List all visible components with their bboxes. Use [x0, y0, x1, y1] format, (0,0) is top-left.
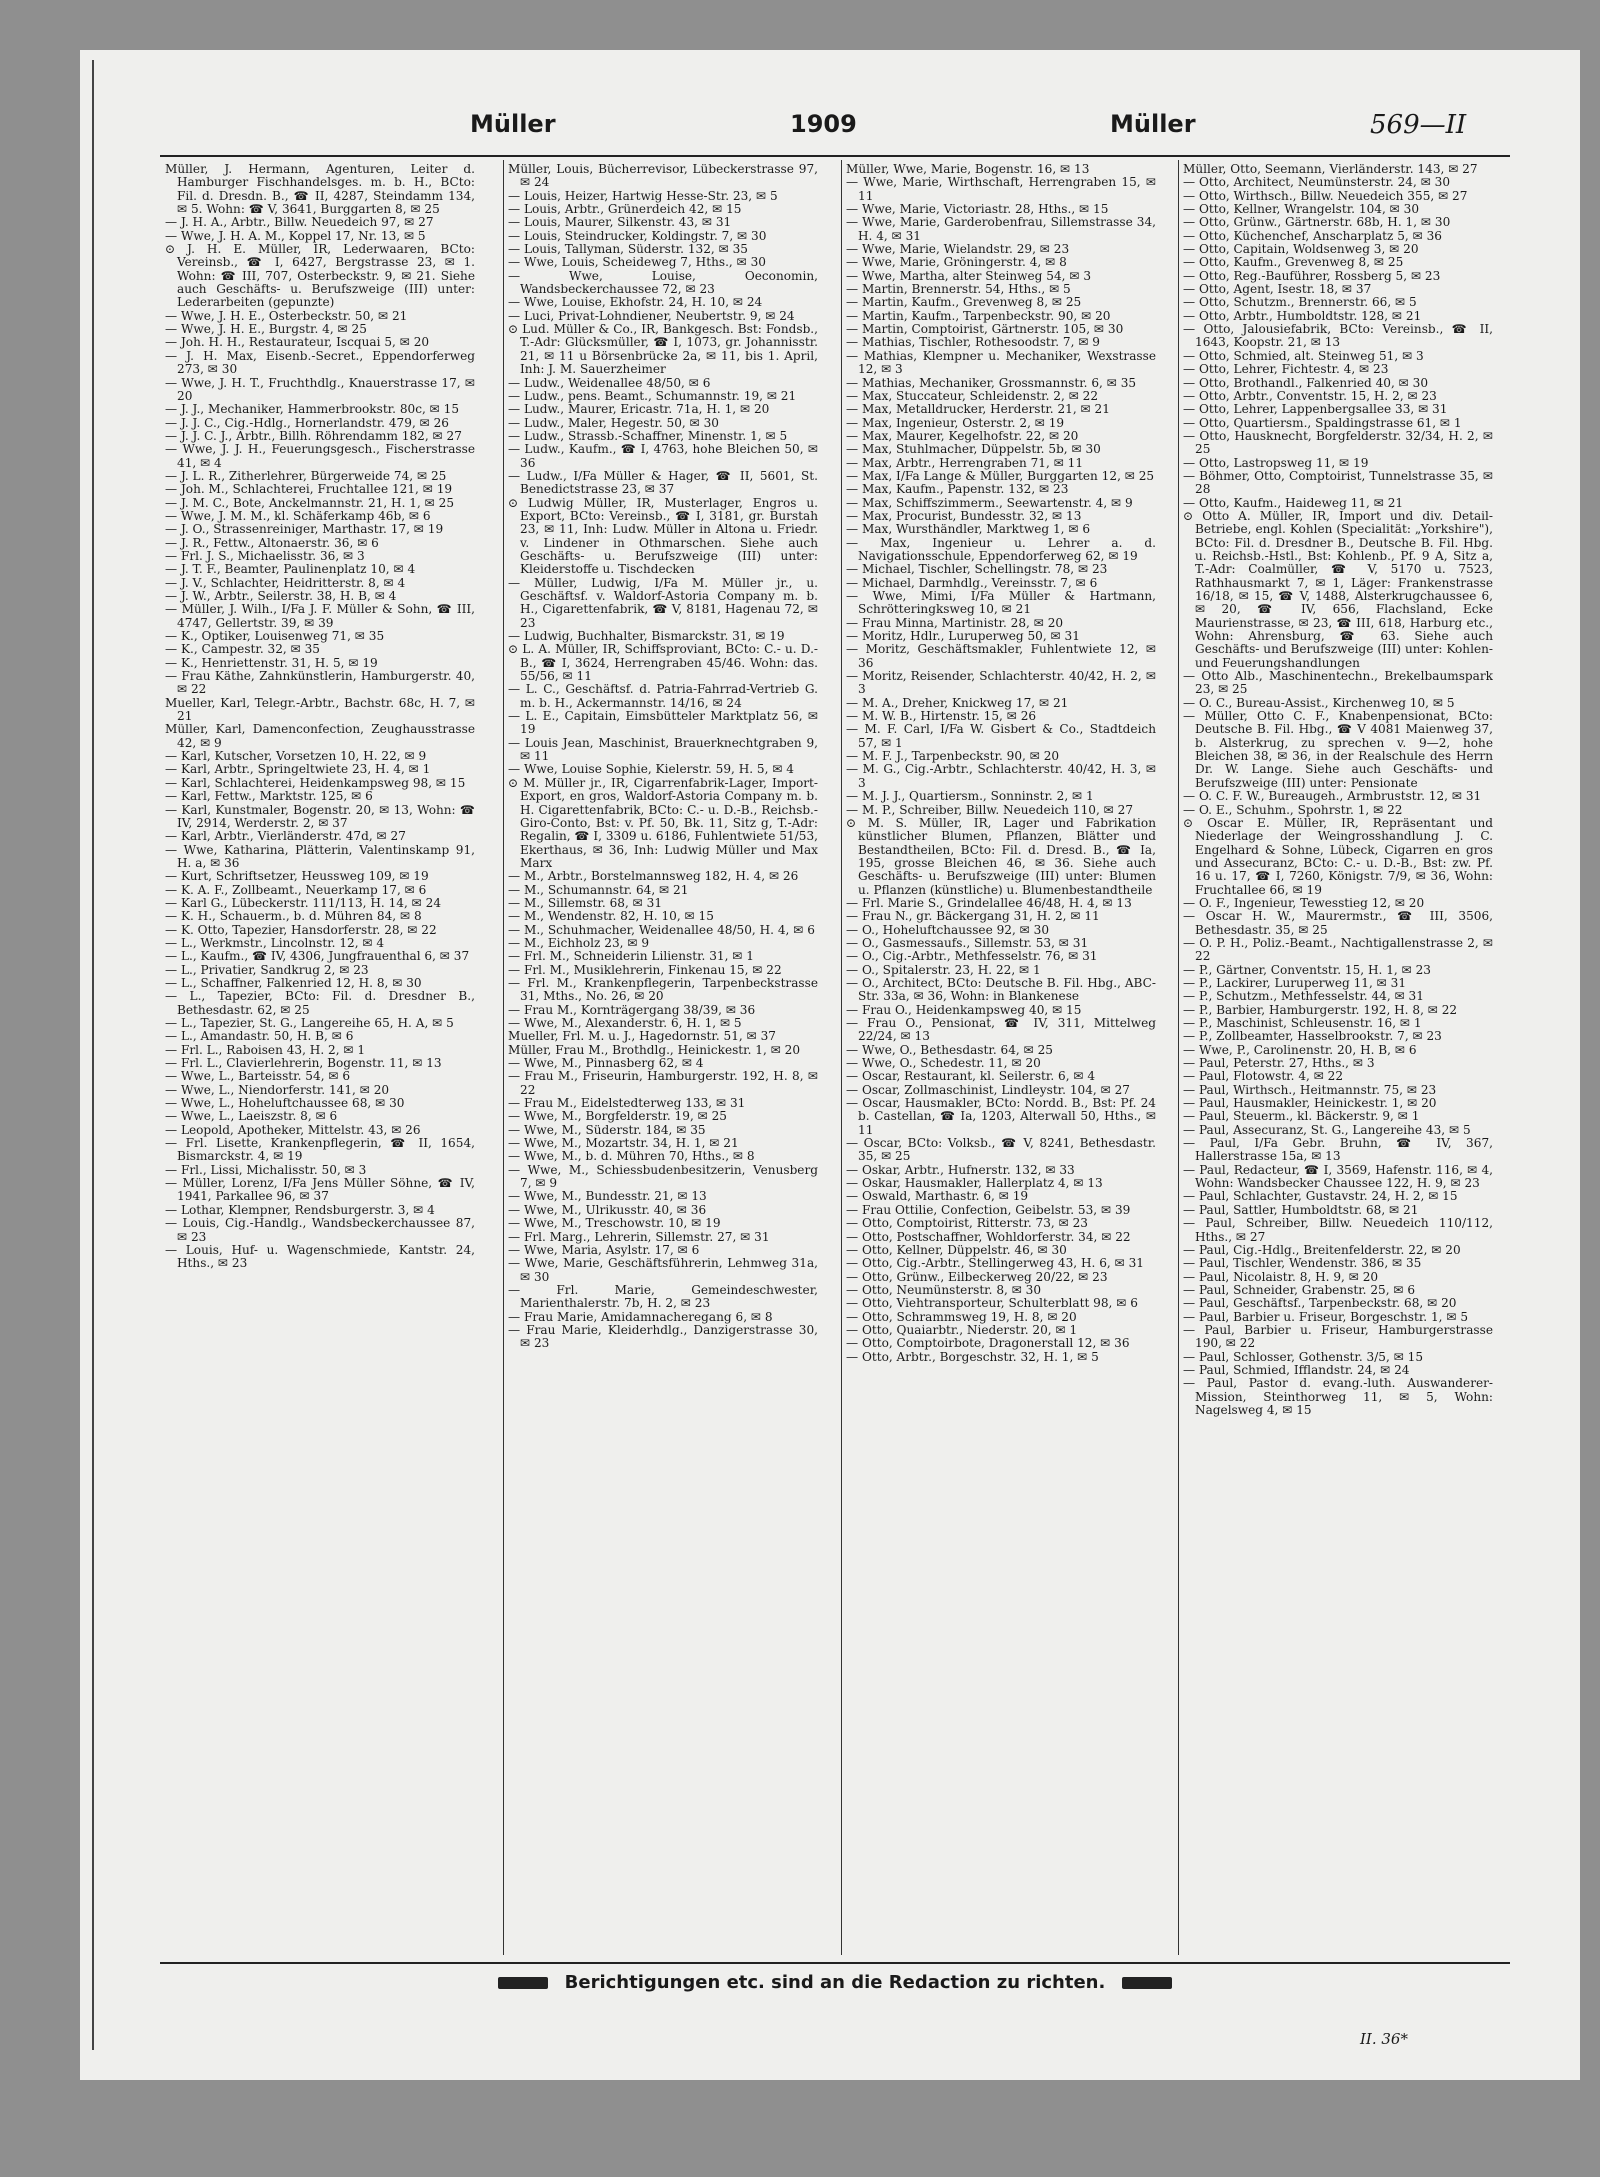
directory-entry: — Otto, Kellner, Wrangelstr. 104, ✉ 30	[1183, 202, 1420, 217]
directory-entry: — Louis, Huf- u. Wagenschmiede, Kantstr. 24, Hths., ✉ 23	[165, 1242, 475, 1271]
directory-entry: — Wwe, J. H. A. M., Koppel 17, Nr. 13, ✉ 5	[165, 228, 426, 243]
directory-entry: — Karl, Kutscher, Vorsetzen 10, H. 22, ✉ 9	[165, 749, 427, 764]
directory-entry: — Otto, Brothandl., Falkenried 40, ✉ 30	[1183, 375, 1429, 390]
directory-entry: — Ludw., Maurer, Ericastr. 71a, H. 1, ✉ 20	[508, 402, 770, 417]
directory-entry: — Wwe, M., Ulrikusstr. 40, ✉ 36	[508, 1202, 707, 1217]
directory-entry: — Wwe, M., Süderstr. 184, ✉ 35	[508, 1122, 706, 1137]
directory-entry: — Max, Ingenieur, Osterstr. 2, ✉ 19	[846, 415, 1065, 430]
directory-entry: — L., Werkmstr., Lincolnstr. 12, ✉ 4	[165, 935, 385, 950]
directory-entry: — Otto, Kaufm., Haideweg 11, ✉ 21	[1183, 495, 1404, 510]
directory-entry: — Wwe, M., Schiessbudenbesitzerin, Venusberg 7, ✉ 9	[508, 1162, 818, 1191]
directory-entry: Müller, Wwe, Marie, Bogenstr. 16, ✉ 13	[846, 163, 1090, 176]
directory-entry: — Louis, Heizer, Hartwig Hesse-Str. 23, ✉ 5	[508, 188, 778, 203]
directory-entry: — Otto, Lehrer, Lappenbergsallee 33, ✉ 31	[1183, 402, 1448, 417]
directory-entry: — Wwe, Marie, Victoriastr. 28, Hths., ✉ 15	[846, 202, 1109, 217]
directory-entry: — J. W., Arbtr., Seilerstr. 38, H. B, ✉ 4	[165, 589, 397, 603]
directory-entry: — Oswald, Marthastr. 6, ✉ 19	[846, 1189, 1029, 1204]
directory-entry: — Müller, Lorenz, I/Fa Jens Müller Söhne, ☎ IV, 1941, Parkallee 96, ✉ 37	[165, 1176, 475, 1204]
directory-entry: — Müller, J. Wilh., I/Fa J. F. Müller & Sohn, ☎ III, 4747, Gellertstr. 39, ✉ 39	[165, 602, 475, 630]
directory-entry: — Böhmer, Otto, Comptoirist, Tunnelstrasse 35, ✉ 28	[1183, 468, 1493, 497]
directory-entry: — J. T. F., Beamter, Paulinenplatz 10, ✉ 4	[165, 562, 416, 577]
directory-entry: — Paul, Schlosser, Gothenstr. 3/5, ✉ 15	[1183, 1349, 1424, 1364]
directory-entry: — Ludw., Weidenallee 48/50, ✉ 6	[508, 375, 711, 390]
running-header	[160, 110, 1510, 150]
directory-entry: — O. C. F. W., Bureaugeh., Armbruststr. 12, ✉ 31	[1183, 789, 1482, 804]
directory-entry: — J. O., Strassenreiniger, Marthastr. 17, ✉ 19	[165, 522, 444, 537]
directory-entry: — Wwe, M., Alexanderstr. 6, H. 1, ✉ 5	[508, 1016, 742, 1030]
directory-entry: — Mathias, Tischler, Rothesoodstr. 7, ✉ 9	[846, 335, 1100, 350]
directory-entry: — Wwe, J. H. T., Fruchthdlg., Knauerstrasse 17, ✉ 20	[165, 375, 475, 403]
directory-entry: — Wwe, J. H. E., Burgstr. 4, ✉ 25	[165, 322, 367, 337]
directory-entry: — Luci, Privat-Lohndiener, Neubertstr. 9, ✉ 24	[508, 308, 795, 323]
directory-entry: — Lothar, Klempner, Rendsburgerstr. 3, ✉ 4	[165, 1202, 435, 1217]
directory-entry: — Wwe, Katharina, Plätterin, Valentinskamp 91, H. a, ✉ 36	[165, 842, 475, 870]
directory-entry: — O. C., Bureau-Assist., Kirchenweg 10, ✉ 5	[1183, 695, 1455, 710]
directory-entry: — Ludw., Maler, Hegestr. 50, ✉ 30	[508, 415, 719, 430]
directory-entry: — Wwe, L., Hoheluftchaussee 68, ✉ 30	[165, 1096, 405, 1111]
directory-entry: — Michael, Tischler, Schellingstr. 78, ✉ 23	[846, 562, 1108, 577]
directory-entry: — M., Eichholz 23, ✉ 9	[508, 935, 650, 950]
directory-entry: — Otto, Neumünsterstr. 8, ✉ 30	[846, 1282, 1042, 1297]
header-rule	[160, 155, 1510, 157]
directory-entry: — Paul, Wirthsch., Heitmannstr. 75, ✉ 23	[1183, 1082, 1437, 1097]
footer-notice-text: Berichtigungen etc. sind an die Redaction zu richten.	[564, 1972, 1106, 1993]
directory-entry: — Frl. Lisette, Krankenpflegerin, ☎ II, 1654, Bismarckstr. 4, ✉ 19	[165, 1136, 475, 1164]
directory-entry: — Karl, Kunstmaler, Bogenstr. 20, ✉ 13, Wohn: ☎ IV, 2914, Werderstr. 2, ✉ 37	[165, 802, 475, 830]
directory-entry: — Wwe, M., b. d. Mühren 70, Hths., ✉ 8	[508, 1149, 755, 1164]
directory-entry: — Paul, Peterstr. 27, Hths., ✉ 3	[1183, 1056, 1375, 1071]
directory-entry: — Otto, Jalousiefabrik, BCto: Vereinsb., ☎ II, 1643, Koopstr. 21, ✉ 13	[1183, 322, 1493, 350]
directory-entry: — Martin, Brennerstr. 54, Hths., ✉ 5	[846, 282, 1071, 297]
directory-entry: — J. L. R., Zitherlehrer, Bürgerweide 74, ✉ 25	[165, 468, 447, 483]
directory-entry: Müller, Louis, Bücherrevisor, Lübeckerstrasse 97, ✉ 24	[508, 163, 818, 190]
directory-entry: — Max, Kaufm., Papenstr. 132, ✉ 23	[846, 482, 1069, 497]
directory-entry: — Frl. J. S., Michaelisstr. 36, ✉ 3	[165, 548, 365, 563]
directory-entry: Mueller, Frl. M. u. J., Hagedornstr. 51, ✉ 37	[508, 1029, 776, 1044]
directory-entry: — K., Campestr. 32, ✉ 35	[165, 642, 320, 657]
directory-entry: — Frau O., Pensionat, ☎ IV, 311, Mittelweg 22/24, ✉ 13	[846, 1016, 1156, 1044]
directory-entry: — Louis Jean, Maschinist, Brauerknechtgraben 9, ✉ 11	[508, 735, 818, 764]
directory-entry: — L., Tapezier, St. G., Langereihe 65, H. A, ✉ 5	[165, 1016, 454, 1030]
directory-entry: — Otto, Arbtr., Borgeschstr. 32, H. 1, ✉ 5	[846, 1349, 1099, 1364]
directory-entry: — Müller, Ludwig, I/Fa M. Müller jr., u. Geschäftsf. v. Waldorf-Astoria Company m. b. H., Cigarettenfabrik, ☎ V, 8181, Hagenau 72, ✉ 23	[508, 575, 818, 630]
directory-entry: — Otto, Lastropsweg 11, ✉ 19	[1183, 455, 1369, 470]
pointing-hand-left-icon	[498, 1977, 548, 1989]
directory-entry: — Mathias, Mechaniker, Grossmannstr. 6, ✉ 35	[846, 375, 1137, 390]
directory-entry: — Otto, Wirthsch., Billw. Neuedeich 355, ✉ 27	[1183, 188, 1468, 203]
directory-entry: — Paul, Barbier u. Friseur, Borgeschstr. 1, ✉ 5	[1183, 1309, 1469, 1324]
directory-entry: — Otto, Architect, Neumünsterstr. 24, ✉ 30	[1183, 175, 1451, 190]
directory-entry: — M., Schuhmacher, Weidenallee 48/50, H. 4, ✉ 6	[508, 922, 815, 937]
directory-entry: — Otto Alb., Maschinentechn., Brekelbaumspark 23, ✉ 25	[1183, 669, 1493, 697]
directory-entry: — Otto, Postschaffner, Wohldorferstr. 34, ✉ 22	[846, 1229, 1131, 1244]
directory-entry: — Frl. M., Schneiderin Lilienstr. 31, ✉ 1	[508, 949, 754, 964]
directory-entry: — Max, Stuhlmacher, Düppelstr. 5b, ✉ 30	[846, 442, 1101, 457]
directory-entry: Müller, J. Hermann, Agenturen, Leiter d. Hamburger Fischhandelsges. m. b. H., BCto: Fil. d. Dresdn. B., ☎ II, 4287, Steindamm 134, ✉ 5. Wohn: ☎ V, 3641, Burggarten 8, ✉ 25	[165, 163, 475, 217]
header-surname-left: Müller	[470, 110, 556, 138]
directory-entry: — Paul, Geschäftsf., Tarpenbeckstr. 68, ✉ 20	[1183, 1296, 1457, 1311]
directory-entry: — Ludwig, Buchhalter, Bismarckstr. 31, ✉ 19	[508, 629, 785, 644]
directory-entry: — M. J. J., Quartiersm., Sonninstr. 2, ✉ 1	[846, 789, 1094, 804]
directory-entry: — Frau O., Heidenkampsweg 40, ✉ 15	[846, 1002, 1082, 1017]
directory-entry: — Wwe, Mimi, I/Fa Müller & Hartmann, Schrötteringksweg 10, ✉ 21	[846, 589, 1156, 617]
directory-entry: — Max, Metalldrucker, Herderstr. 21, ✉ 21	[846, 402, 1110, 417]
footer-rule	[160, 1962, 1510, 1964]
header-surname-right: Müller	[1110, 110, 1196, 138]
directory-entry: — Frl. M., Krankenpflegerin, Tarpenbeckstrasse 31, Mths., No. 26, ✉ 20	[508, 975, 818, 1004]
directory-entry: — Oscar, Zollmaschinist, Lindleystr. 104, ✉ 27	[846, 1082, 1130, 1097]
directory-entry: — O., Cig.-Arbtr., Methfesselstr. 76, ✉ 31	[846, 949, 1098, 964]
directory-entry: — Moritz, Geschäftsmakler, Fuhlentwiete 12, ✉ 36	[846, 642, 1156, 670]
directory-entry: — Frau Ottilie, Confection, Geibelstr. 53, ✉ 39	[846, 1202, 1131, 1217]
signature-mark: II. 36*	[1360, 2030, 1408, 2048]
directory-entry: — O., Hoheluftchaussee 92, ✉ 30	[846, 922, 1050, 937]
directory-entry: — Wwe, O., Schedestr. 11, ✉ 20	[846, 1056, 1041, 1071]
directory-entry: — Frau M., Friseurin, Hamburgerstr. 192, H. 8, ✉ 22	[508, 1069, 818, 1097]
directory-entry: — Martin, Kaufm., Grevenweg 8, ✉ 25	[846, 295, 1082, 310]
directory-entry: — Wwe, M., Treschowstr. 10, ✉ 19	[508, 1216, 721, 1231]
directory-entry: — P., Schutzm., Methfesselstr. 44, ✉ 31	[1183, 989, 1424, 1004]
directory-entry: — Wwe, P., Carolinenstr. 20, H. B, ✉ 6	[1183, 1042, 1417, 1057]
directory-entry: — Paul, Schmied, Ifflandstr. 24, ✉ 24	[1183, 1362, 1410, 1377]
directory-column-3	[846, 163, 1156, 1953]
directory-entry: — J. H. A., Arbtr., Billw. Neuedeich 97, ✉ 27	[165, 215, 434, 230]
column-divider	[503, 160, 504, 1955]
directory-entry: — L., Schaffner, Falkenried 12, H. 8, ✉ 30	[165, 975, 422, 990]
directory-entry: — Otto, Grünw., Eilbeckerweg 20/22, ✉ 23	[846, 1269, 1108, 1284]
directory-entry: — Paul, Tischler, Wendenstr. 386, ✉ 35	[1183, 1256, 1422, 1271]
directory-entry: — K. H., Schauerm., b. d. Mühren 84, ✉ 8	[165, 909, 422, 924]
directory-entry: ⊙ M. Müller jr., IR, Cigarrenfabrik-Lager, Import-Export, en gros, Waldorf-Astoria Company m. b. H. Cigarettenfabrik, BCto: C.- u. D.-B., Reichsb.-Giro-Conto, Bst: v. Pf. 50, Bk. 11, Sitz g, T.-Adr: Regalin, ☎ I, 3309 u. 6186, Fuhlentwiete 51/53, Ekerthaus, ✉ 36, Inh: Ludwig Müller und Max Marx	[508, 775, 818, 870]
directory-entry: — L., Kaufm., ☎ IV, 4306, Jungfrauenthal 6, ✉ 37	[165, 949, 470, 964]
directory-entry: — J. J. C., Cig.-Hdlg., Hornerlandstr. 479, ✉ 26	[165, 415, 450, 430]
directory-entry: ⊙ Ludwig Müller, IR, Musterlager, Engros u. Export, BCto: Vereinsb., ☎ I, 3181, gr. Burstah 23, ✉ 11, Inh: Ludw. Müller in Altona u. Friedr. v. Lindener in Othmarschen. Siehe auch Geschäfts- u. Berufszweige (III) unter: Kleiderstoffe u. Tischdecken	[508, 495, 818, 577]
directory-entry: — Paul, Redacteur, ☎ I, 3569, Hafenstr. 116, ✉ 4, Wohn: Wandsbecker Chaussee 122, H. 9, ✉ 23	[1183, 1162, 1493, 1191]
directory-entry: — O. E., Schuhm., Spohrstr. 1, ✉ 22	[1183, 802, 1403, 817]
directory-entry: — Wwe, Louis, Scheideweg 7, Hths., ✉ 30	[508, 255, 766, 270]
directory-entry: — Paul, Schreiber, Billw. Neuedeich 110/112, Hths., ✉ 27	[1183, 1216, 1493, 1244]
directory-entry: — J. J. C. J., Arbtr., Billh. Röhrendamm 182, ✉ 27	[165, 428, 462, 443]
directory-entry: — Max, Arbtr., Herrengraben 71, ✉ 11	[846, 455, 1084, 470]
directory-entry: — Paul, Sattler, Humboldtstr. 68, ✉ 21	[1183, 1202, 1419, 1217]
directory-entry: — P., Barbier, Hamburgerstr. 192, H. 8, ✉ 22	[1183, 1002, 1458, 1017]
directory-entry: ⊙ Otto A. Müller, IR, Import und div. Detail-Betriebe, engl. Kohlen (Specialität: „Yorkshire"), BCto: Fil. d. Dresdner B., Deutsche B. Fil. Hbg. u. Reichsb.-Hstl., Bst: Kohlenb., Pf. 9 A, Sitz a, T.-Adr: Coalmüller, ☎ V, 5170 u. 7523, Rathhausmarkt 7, ✉ 1, Läger: Frankenstrasse 16/18, ✉ 15, ☎ V, 1488, Alsterkrugchaussee 6, ✉ 20, ☎ IV, 656, Flachsland, Ecke Maurienstrasse, ✉ 23, ☎ III, 618, Harburg etc., Wohn: Ahrensburg, ☎ 63. Siehe auch Geschäfts- und Berufszweige (III) unter: Kohlen- und Feuerungshandlungen	[1183, 508, 1493, 670]
directory-entry: — Oskar, Hausmakler, Hallerplatz 4, ✉ 13	[846, 1176, 1103, 1191]
directory-entry: — Wwe, L., Barteisstr. 54, ✉ 6	[165, 1069, 351, 1084]
directory-entry: — Ludw., pens. Beamt., Schumannstr. 19, ✉ 21	[508, 388, 797, 403]
directory-entry: ⊙ M. S. Müller, IR, Lager und Fabrikation künstlicher Blumen, Pflanzen, Blätter und Bestandtheilen, BCto: Fil. d. Dresd. B., ☎ Ia, 195, grosse Bleichen 46, ✉ 36. Siehe auch Geschäfts- u. Berufszweige (III) unter: Blumen u. Pflanzen (künstliche) u. Blumenbestandtheile	[846, 815, 1156, 897]
directory-entry: — M., Wendenstr. 82, H. 10, ✉ 15	[508, 909, 714, 924]
directory-entry: — Otto, Comptoirist, Ritterstr. 73, ✉ 23	[846, 1216, 1088, 1231]
directory-entry: — Otto, Quartiersm., Spaldingstrasse 61, ✉ 1	[1183, 415, 1462, 430]
directory-entry: — Frau Marie, Amidamnacheregang 6, ✉ 8	[508, 1309, 773, 1324]
directory-entry: — Otto, Cig.-Arbtr., Stellingerweg 43, H. 6, ✉ 31	[846, 1256, 1144, 1271]
directory-entry: — Frl. M., Musiklehrerin, Finkenau 15, ✉ 22	[508, 962, 782, 977]
directory-entry: — Otto, Arbtr., Conventstr. 15, H. 2, ✉ 23	[1183, 388, 1437, 403]
directory-entry: — Wwe, Louise, Oeconomin, Wandsbeckerchaussee 72, ✉ 23	[508, 268, 818, 297]
directory-entry: — Paul, Assecuranz, St. G., Langereihe 43, ✉ 5	[1183, 1122, 1471, 1137]
directory-entry: Müller, Otto, Seemann, Vierländerstr. 143, ✉ 27	[1183, 163, 1478, 176]
directory-entry: — Otto, Arbtr., Humboldtstr. 128, ✉ 21	[1183, 308, 1422, 323]
directory-entry: — Frl. L., Clavierlehrerin, Bogenstr. 11, ✉ 13	[165, 1056, 442, 1071]
directory-entry: — M. G., Cig.-Arbtr., Schlachterstr. 40/42, H. 3, ✉ 3	[846, 762, 1156, 790]
directory-entry: — Karl G., Lübeckerstr. 111/113, H. 14, ✉ 24	[165, 895, 442, 910]
directory-entry: — P., Gärtner, Conventstr. 15, H. 1, ✉ 23	[1183, 962, 1431, 977]
directory-entry: — Otto, Reg.-Bauführer, Rossberg 5, ✉ 23	[1183, 268, 1441, 283]
directory-entry: Mueller, Karl, Telegr.-Arbtr., Bachstr. 68c, H. 7, ✉ 21	[165, 695, 475, 724]
directory-entry: — Wwe, J. J. H., Feuerungsgesch., Fischerstrasse 41, ✉ 4	[165, 442, 475, 470]
directory-entry: — Moritz, Reisender, Schlachterstr. 40/42, H. 2, ✉ 3	[846, 669, 1156, 697]
directory-entry: — Oskar, Arbtr., Hufnerstr. 132, ✉ 33	[846, 1162, 1075, 1177]
directory-entry: — Oscar, Restaurant, kl. Seilerstr. 6, ✉ 4	[846, 1069, 1096, 1084]
directory-entry: — Otto, Schmied, alt. Steinweg 51, ✉ 3	[1183, 348, 1424, 363]
directory-entry: — Max, I/Fa Lange & Müller, Burggarten 12, ✉ 25	[846, 468, 1155, 483]
binding-rule	[92, 60, 94, 2050]
directory-entry: — O., Architect, BCto: Deutsche B. Fil. Hbg., ABC-Str. 33a, ✉ 36, Wohn: in Blankenese	[846, 975, 1156, 1004]
directory-entry: — J. H. Max, Eisenb.-Secret., Eppendorferweg 273, ✉ 30	[165, 348, 475, 377]
directory-entry: — Otto, Agent, Isestr. 18, ✉ 37	[1183, 282, 1372, 297]
directory-entry: — Frau Minna, Martinistr. 28, ✉ 20	[846, 615, 1064, 630]
directory-entry: — Müller, Otto C. F., Knabenpensionat, BCto: Deutsche B. Fil. Hbg., ☎ V 4081 Maienweg 37, b. Alsterkrug, zu sprechen v. 9—2, hohe Bleichen 38, ✉ 36, in der Realschule des Herrn Dr. W. Lange. Siehe auch Geschäfts- und Berufszweige (III) unter: Pensionate	[1183, 709, 1493, 790]
directory-entry: — Kurt, Schriftsetzer, Heussweg 109, ✉ 19	[165, 869, 429, 884]
directory-entry: — Moritz, Hdlr., Luruperweg 50, ✉ 31	[846, 629, 1080, 644]
directory-entry: — Paul, Schneider, Grabenstr. 25, ✉ 6	[1183, 1282, 1416, 1297]
directory-entry: — Frau N., gr. Bäckergang 31, H. 2, ✉ 11	[846, 909, 1100, 924]
directory-entry: — M., Arbtr., Borstelmannsweg 182, H. 4, ✉ 26	[508, 869, 799, 884]
directory-entry: — M., Schumannstr. 64, ✉ 21	[508, 882, 689, 897]
directory-entry: — Wwe, M., Bundesstr. 21, ✉ 13	[508, 1189, 707, 1204]
directory-entry: — Karl, Arbtr., Springeltwiete 23, H. 4, ✉ 1	[165, 762, 431, 777]
directory-entry: — Frl. L., Raboisen 43, H. 2, ✉ 1	[165, 1042, 366, 1057]
directory-entry: — Ludw., Strassb.-Schaffner, Minenstr. 1, ✉ 5	[508, 428, 788, 443]
directory-entry: — Frau Käthe, Zahnkünstlerin, Hamburgerstr. 40, ✉ 22	[165, 669, 475, 697]
directory-entry: — Paul, Barbier u. Friseur, Hamburgerstrasse 190, ✉ 22	[1183, 1322, 1493, 1351]
directory-entry: — L., Privatier, Sandkrug 2, ✉ 23	[165, 962, 369, 977]
directory-entry: ⊙ Lud. Müller & Co., IR, Bankgesch. Bst: Fondsb., T.-Adr: Glücksmüller, ☎ I, 1073, gr. Johannisstr. 21, ✉ 11 u Börsenbrücke 2a, ✉ 11, bis 1. April, Inh: J. M. Sauerzheimer	[508, 322, 818, 377]
directory-entry: — Wwe, Marie, Wirthschaft, Herrengraben 15, ✉ 11	[846, 175, 1156, 203]
directory-column-2	[508, 163, 818, 1953]
directory-entry: — Ludw., I/Fa Müller & Hager, ☎ II, 5601, St. Benedictstrasse 23, ✉ 37	[508, 468, 818, 497]
directory-entry: — Max, Stuccateur, Schleidenstr. 2, ✉ 22	[846, 388, 1099, 403]
directory-entry: — M. F. Carl, I/Fa W. Gisbert & Co., Stadtdeich 57, ✉ 1	[846, 722, 1156, 750]
directory-entry: — Paul, Steuerm., kl. Bäckerstr. 9, ✉ 1	[1183, 1109, 1420, 1124]
directory-entry: — J. J., Mechaniker, Hammerbrookstr. 80c, ✉ 15	[165, 402, 460, 417]
directory-entry: — Wwe, M., Pinnasberg 62, ✉ 4	[508, 1056, 704, 1071]
directory-entry: — Wwe, L., Laeiszstr. 8, ✉ 6	[165, 1109, 338, 1124]
directory-entry: — Wwe, Louise, Ekhofstr. 24, H. 10, ✉ 24	[508, 295, 763, 310]
directory-entry: — Joh. H. H., Restaurateur, Iscquai 5, ✉ 20	[165, 335, 430, 350]
directory-entry: — Otto, Comptoirbote, Dragonerstall 12, ✉ 36	[846, 1336, 1130, 1351]
directory-entry: — Wwe, Martha, alter Steinweg 54, ✉ 3	[846, 268, 1092, 283]
directory-entry: — Louis, Cig.-Handlg., Wandsbeckerchaussee 87, ✉ 23	[165, 1216, 475, 1244]
directory-entry: — K., Henriettenstr. 31, H. 5, ✉ 19	[165, 655, 378, 670]
pointing-hand-right-icon	[1122, 1977, 1172, 1989]
directory-entry: — Max, Schiffszimmerm., Seewartenstr. 4, ✉ 9	[846, 495, 1133, 510]
directory-entry: — Martin, Comptoirist, Gärtnerstr. 105, ✉ 30	[846, 322, 1124, 337]
directory-entry: — Otto, Küchenchef, Anscharplatz 5, ✉ 36	[1183, 228, 1442, 243]
directory-entry: — Wwe, Maria, Asylstr. 17, ✉ 6	[508, 1242, 700, 1257]
directory-entry: — O. F., Ingenieur, Tewesstieg 12, ✉ 20	[1183, 895, 1425, 910]
directory-entry: — Martin, Kaufm., Tarpenbeckstr. 90, ✉ 20	[846, 308, 1111, 323]
directory-entry: — Max, Ingenieur u. Lehrer a. d. Navigationsschule, Eppendorferweg 62, ✉ 19	[846, 535, 1156, 563]
directory-entry: — Max, Maurer, Kegelhofstr. 22, ✉ 20	[846, 428, 1079, 443]
header-year: 1909	[790, 110, 857, 138]
directory-entry: — Wwe, M., Mozartstr. 34, H. 1, ✉ 21	[508, 1136, 739, 1151]
directory-entry: — Paul, Cig.-Hdlg., Breitenfelderstr. 22, ✉ 20	[1183, 1242, 1461, 1257]
directory-entry: — Wwe, Marie, Wielandstr. 29, ✉ 23	[846, 242, 1070, 257]
directory-entry: — M. P., Schreiber, Billw. Neuedeich 110, ✉ 27	[846, 802, 1134, 817]
directory-entry: — J. R., Fettw., Altonaerstr. 36, ✉ 6	[165, 535, 379, 550]
directory-entry: — Karl, Fettw., Marktstr. 125, ✉ 6	[165, 789, 373, 804]
directory-entry: — Paul, I/Fa Gebr. Bruhn, ☎ IV, 367, Hallerstrasse 15a, ✉ 13	[1183, 1136, 1493, 1164]
directory-column-1	[165, 163, 475, 1953]
directory-entry: — J. M. C., Bote, Anckelmannstr. 21, H. 1, ✉ 25	[165, 495, 455, 510]
directory-entry: — Louis, Tallyman, Süderstr. 132, ✉ 35	[508, 242, 748, 257]
directory-entry: — Frl. Marie S., Grindelallee 46/48, H. 4, ✉ 13	[846, 895, 1132, 910]
directory-entry: — Wwe, J. H. E., Osterbeckstr. 50, ✉ 21	[165, 308, 408, 323]
directory-entry: — Paul, Schlachter, Gustavstr. 24, H. 2, ✉ 15	[1183, 1189, 1458, 1204]
directory-entry: — Max, Wursthändler, Marktweg 1, ✉ 6	[846, 522, 1091, 537]
directory-column-4	[1183, 163, 1493, 1953]
directory-entry: — Paul, Hausmakler, Heinickestr. 1, ✉ 20	[1183, 1096, 1437, 1111]
directory-entry: — O. P. H., Poliz.-Beamt., Nachtigallenstrasse 2, ✉ 22	[1183, 935, 1493, 964]
directory-entry: — Louis, Maurer, Silkenstr. 43, ✉ 31	[508, 215, 732, 230]
directory-entry: ⊙ Oscar E. Müller, IR, Repräsentant und Niederlage der Weingrosshandlung J. C. Engelhard & Sohne, Lübeck, Cigarren en gros und Assecuranz, BCto: C.- u. D.-B., Bst: zw. Pf. 16 u. 17, ☎ I, 7260, Königstr. 7/9, ✉ 36, Wohn: Fruchtallee 66, ✉ 19	[1183, 815, 1493, 897]
directory-entry: — Otto, Capitain, Woldsenweg 3, ✉ 20	[1183, 242, 1419, 257]
directory-entry: — Oscar H. W., Maurermstr., ☎ III, 3506, Bethesdastr. 35, ✉ 25	[1183, 909, 1493, 937]
directory-entry: — Otto, Lehrer, Fichtestr. 4, ✉ 23	[1183, 362, 1389, 377]
directory-entry: — M. A., Dreher, Knickweg 17, ✉ 21	[846, 695, 1069, 710]
directory-entry: — Karl, Arbtr., Vierländerstr. 47d, ✉ 27	[165, 829, 406, 844]
directory-entry: — Otto, Grünw., Gärtnerstr. 68b, H. 1, ✉ 30	[1183, 215, 1451, 230]
directory-entry: — Louis, Arbtr., Grünerdeich 42, ✉ 15	[508, 202, 742, 217]
directory-entry: Müller, Karl, Damenconfection, Zeughausstrasse 42, ✉ 9	[165, 722, 475, 750]
directory-entry: — P., Zollbeamter, Hasselbrookstr. 7, ✉ 23	[1183, 1029, 1442, 1044]
directory-entry: — L., Amandastr. 50, H. B, ✉ 6	[165, 1029, 354, 1044]
directory-entry: — Max, Procurist, Bundesstr. 32, ✉ 13	[846, 508, 1082, 523]
directory-entry: — O., Gasmessaufs., Sillemstr. 53, ✉ 31	[846, 935, 1089, 950]
directory-entry: — Oscar, BCto: Volksb., ☎ V, 8241, Bethesdastr. 35, ✉ 25	[846, 1136, 1156, 1164]
directory-entry: — L. C., Geschäftsf. d. Patria-Fahrrad-Vertrieb G. m. b. H., Ackermannstr. 14/16, ✉ 24	[508, 682, 818, 710]
directory-entry: — Frau M., Eidelstedterweg 133, ✉ 31	[508, 1096, 746, 1111]
directory-entry: — L., Tapezier, BCto: Fil. d. Dresdner B., Bethesdastr. 62, ✉ 25	[165, 989, 475, 1017]
directory-entry: — M. F. J., Tarpenbeckstr. 90, ✉ 20	[846, 749, 1060, 764]
directory-entry: — Otto, Kellner, Düppelstr. 46, ✉ 30	[846, 1242, 1067, 1257]
directory-entry: — Wwe, Marie, Garderobenfrau, Sillemstrasse 34, H. 4, ✉ 31	[846, 215, 1156, 243]
directory-entry: — Wwe, L., Niendorferstr. 141, ✉ 20	[165, 1082, 390, 1097]
directory-entry: — Paul, Nicolaistr. 8, H. 9, ✉ 20	[1183, 1269, 1379, 1284]
directory-entry: — Frl. Marg., Lehrerin, Sillemstr. 27, ✉ 31	[508, 1229, 770, 1244]
directory-entry: — Louis, Steindrucker, Koldingstr. 7, ✉ 30	[508, 228, 767, 243]
directory-entry: — O., Spitalerstr. 23, H. 22, ✉ 1	[846, 962, 1041, 977]
footer-notice	[160, 1972, 1510, 1993]
column-divider	[1178, 160, 1179, 1955]
directory-entry: — K. A. F., Zollbeamt., Neuerkamp 17, ✉ 6	[165, 882, 427, 897]
directory-entry: — Wwe, Marie, Gröningerstr. 4, ✉ 8	[846, 255, 1067, 270]
directory-entry: — J. V., Schlachter, Heidritterstr. 8, ✉ 4	[165, 575, 406, 590]
column-divider	[841, 160, 842, 1955]
directory-entry: — Michael, Darmhdlg., Vereinsstr. 7, ✉ 6	[846, 575, 1098, 590]
directory-entry: — Wwe, O., Bethesdastr. 64, ✉ 25	[846, 1042, 1053, 1057]
directory-entry: — Wwe, Marie, Geschäftsführerin, Lehmweg 31a, ✉ 30	[508, 1256, 818, 1284]
directory-entry: — Otto, Viehtransporteur, Schulterblatt 98, ✉ 6	[846, 1296, 1138, 1311]
directory-entry: ⊙ J. H. E. Müller, IR, Lederwaaren, BCto: Vereinsb., ☎ I, 6427, Bergstrasse 23, ✉ 1. Wohn: ☎ III, 707, Osterbeckstr. 9, ✉ 21. Siehe auch Geschäfts- u. Berufszweige (III) unter: Lederarbeiten (gepunzte)	[165, 242, 475, 310]
directory-entry: — Wwe, M., Borgfelderstr. 19, ✉ 25	[508, 1109, 728, 1124]
directory-entry: — K., Optiker, Louisenweg 71, ✉ 35	[165, 629, 385, 644]
directory-entry: — Oscar, Hausmakler, BCto: Nordd. B., Bst: Pf. 24 b. Castellan, ☎ Ia, 1203, Alterwall 50, Hths., ✉ 11	[846, 1096, 1156, 1137]
directory-entry: — Frau Marie, Kleiderhdlg., Danzigerstrasse 30, ✉ 23	[508, 1322, 818, 1351]
directory-entry: — Otto, Kaufm., Grevenweg 8, ✉ 25	[1183, 255, 1404, 270]
directory-entry: — Frl., Lissi, Michalisstr. 50, ✉ 3	[165, 1162, 367, 1177]
directory-entry: — Karl, Schlachterei, Heidenkampsweg 98, ✉ 15	[165, 775, 466, 790]
directory-entry: — Ludw., Kaufm., ☎ I, 4763, hohe Bleichen 50, ✉ 36	[508, 442, 818, 470]
directory-entry: — Wwe, J. M. M., kl. Schäferkamp 46b, ✉ 6	[165, 508, 431, 523]
directory-entry: — Otto, Quaiarbtr., Niederstr. 20, ✉ 1	[846, 1322, 1078, 1337]
directory-entry: — K. Otto, Tapezier, Hansdorferstr. 28, ✉ 22	[165, 922, 437, 937]
directory-entry: — Otto, Schutzm., Brennerstr. 66, ✉ 5	[1183, 295, 1417, 310]
directory-entry: — Otto, Schrammsweg 19, H. 8, ✉ 20	[846, 1309, 1077, 1324]
directory-entry: — Frau M., Kornträgergang 38/39, ✉ 36	[508, 1002, 756, 1017]
header-page-number: 569—II	[1370, 110, 1467, 140]
directory-entry: — P., Lackirer, Luruperweg 11, ✉ 31	[1183, 975, 1407, 990]
directory-entry: — Otto, Hausknecht, Borgfelderstr. 32/34, H. 2, ✉ 25	[1183, 428, 1493, 457]
directory-entry: — P., Maschinist, Schleusenstr. 16, ✉ 1	[1183, 1016, 1422, 1030]
directory-entry: — L. E., Capitain, Eimsbütteler Marktplatz 56, ✉ 19	[508, 709, 818, 737]
directory-entry: — M., Sillemstr. 68, ✉ 31	[508, 895, 663, 910]
directory-entry: — Frl. Marie, Gemeindeschwester, Marienthalerstr. 7b, H. 2, ✉ 23	[508, 1282, 818, 1311]
directory-entry: ⊙ L. A. Müller, IR, Schiffsproviant, BCto: C.- u. D.-B., ☎ I, 3624, Herrengraben 45/46. Wohn: das. 55/56, ✉ 11	[508, 642, 818, 684]
directory-entry: — Paul, Pastor d. evang.-luth. Auswanderer-Mission, Steinthorweg 11, ✉ 5, Wohn: Nagelsweg 4, ✉ 15	[1183, 1376, 1493, 1417]
directory-entry: — Wwe, Louise Sophie, Kielerstr. 59, H. 5, ✉ 4	[508, 762, 794, 777]
directory-entry: — Leopold, Apotheker, Mittelstr. 43, ✉ 26	[165, 1122, 421, 1137]
directory-entry: Müller, Frau M., Brothdlg., Heinickestr. 1, ✉ 20	[508, 1042, 801, 1057]
directory-entry: — Paul, Flotowstr. 4, ✉ 22	[1183, 1069, 1344, 1084]
directory-entry: — Joh. M., Schlachterei, Fruchtallee 121, ✉ 19	[165, 482, 453, 497]
directory-entry: — Mathias, Klempner u. Mechaniker, Wexstrasse 12, ✉ 3	[846, 348, 1156, 377]
directory-entry: — M. W. B., Hirtenstr. 15, ✉ 26	[846, 709, 1037, 724]
